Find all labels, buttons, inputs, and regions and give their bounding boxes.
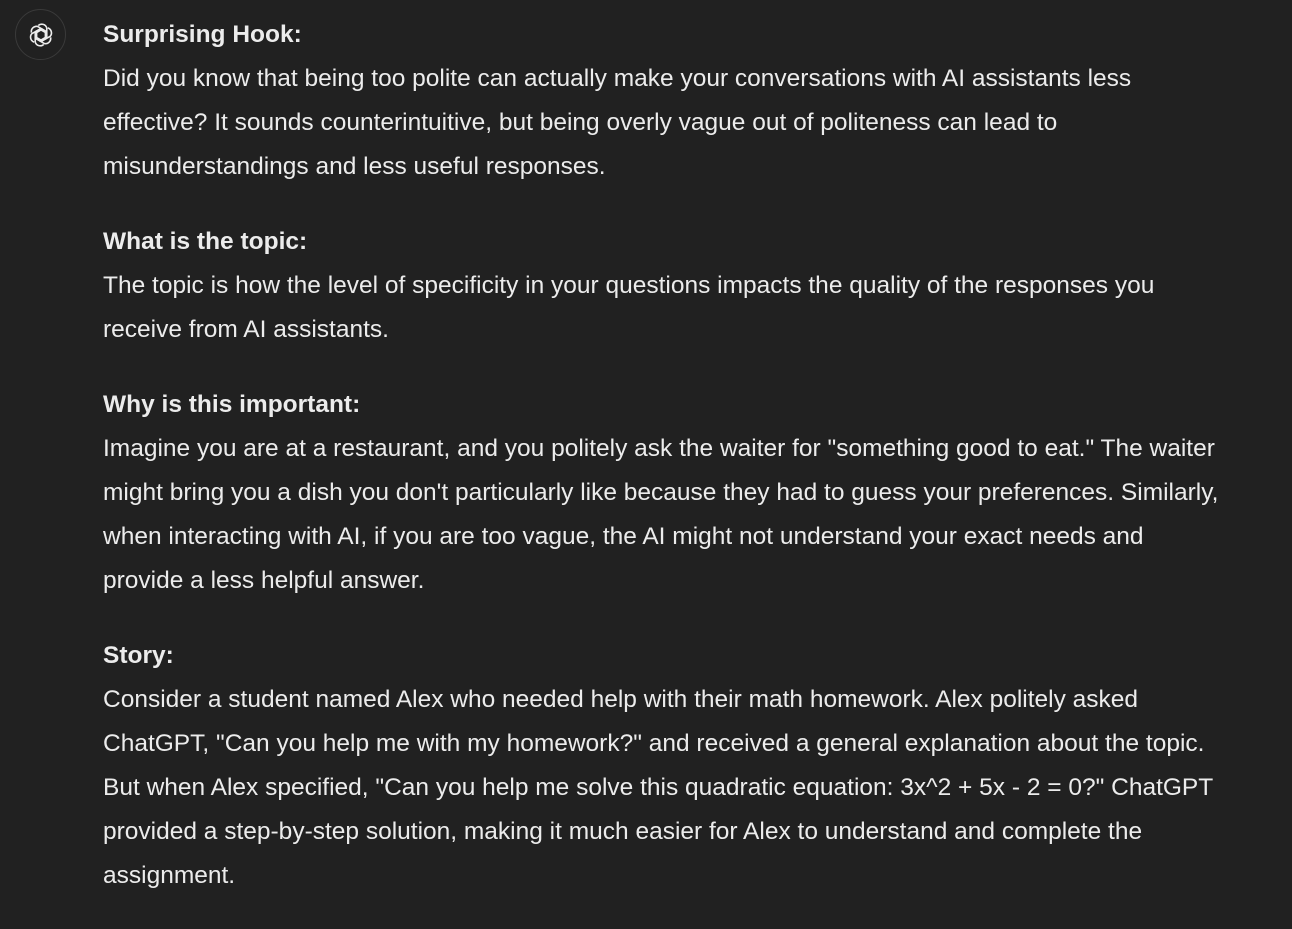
section-heading: Why is this important:	[103, 391, 361, 418]
section-text: Imagine you are at a restaurant, and you politely ask the waiter for "something good to eat." The waiter might bring you a dish you don't particularly like because they had to guess your preferences. Similarly, when interacting with AI, if you are too vague, the AI might not understand your exact needs and provide a less helpful answer.	[103, 435, 1219, 594]
section-heading: What is the topic:	[103, 228, 308, 255]
section-heading: Story:	[103, 642, 174, 669]
section-surprising-hook	[103, 13, 1223, 189]
section-text: Did you know that being too polite can actually make your conversations with AI assistants less effective? It sounds counterintuitive, but being overly vague out of politeness can lead to misunderstandings and less useful responses.	[103, 65, 1132, 180]
assistant-message	[103, 13, 1223, 929]
section-importance	[103, 383, 1223, 603]
section-text: The topic is how the level of specificity in your questions impacts the quality of the responses you receive from AI assistants.	[103, 272, 1155, 343]
section-story	[103, 634, 1223, 898]
assistant-avatar	[15, 9, 66, 60]
section-text: Consider a student named Alex who needed help with their math homework. Alex politely asked ChatGPT, "Can you help me with my homework?" and received a general explanation about the topic. But when Alex specified, "Can you help me solve this quadratic equation: 3x^2 + 5x - 2 = 0?" ChatGPT provided a step-by-step solution, making it much easier for Alex to understand and complete the assignment.	[103, 686, 1213, 889]
openai-logo-icon	[26, 20, 56, 50]
section-topic	[103, 220, 1223, 352]
section-heading: Surprising Hook:	[103, 21, 302, 48]
